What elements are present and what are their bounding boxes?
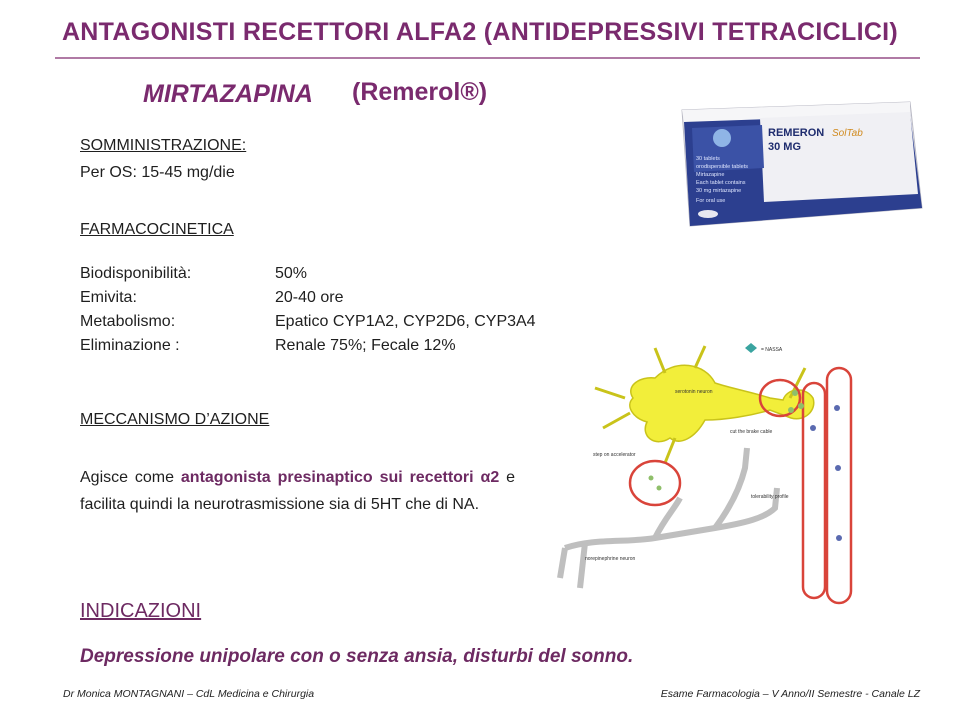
indications-heading: INDICAZIONI (80, 600, 202, 622)
serotonin-label: serotonin neuron (675, 389, 713, 395)
box-small-line: Mirtazapine (696, 172, 725, 178)
alpha-symbol: α2 (480, 469, 500, 486)
administration-heading: SOMMINISTRAZIONE: (80, 137, 247, 154)
mechanism-bold: antagonista presinaptico sui recettori (180, 469, 481, 486)
box-small-line: 30 tablets (696, 156, 720, 162)
footer-author: Dr Monica MONTAGNANI – CdL Medicina e Chirurgia (63, 688, 315, 700)
drug-name: MIRTAZAPINA (143, 80, 313, 108)
norepinephrine-neuron (560, 448, 777, 588)
receptor-outline (827, 368, 851, 603)
serotonin-neuron (595, 346, 814, 463)
pk-label: Biodisponibilità: (80, 265, 192, 282)
diagram-legend (745, 343, 783, 353)
mechanism-text: Agisce come (80, 469, 181, 486)
slide-title: ANTAGONISTI RECETTORI ALFA2 (ANTIDEPRESSIVI TETRACICLICI) (61, 18, 899, 46)
pk-value: 20-40 ore (275, 289, 344, 306)
box-small-line: 30 mg mirtazapine (696, 188, 742, 194)
pharmacokinetics-table (80, 262, 536, 358)
box-small-line: orodispersible tablets (696, 164, 748, 170)
pk-label: Emivita: (80, 289, 137, 306)
legend-text: = NASSA (761, 347, 783, 353)
mechanism-diagram (555, 338, 855, 608)
pk-row-elimination (80, 334, 536, 358)
indications-text: Depressione unipolare con o senza ansia, disturbi del sonno. (80, 646, 634, 667)
brake-label: cut the brake cable (730, 429, 773, 435)
pk-label: Metabolismo: (80, 313, 176, 330)
mechanism-text-rest: e facilita quindi la neurotrasmissione sia di 5HT che di NA. (80, 469, 515, 513)
title-divider (55, 57, 920, 59)
box-small-line: For oral use (696, 198, 726, 204)
accelerator-label: step on accelerator (593, 452, 636, 458)
pk-value: 50% (275, 265, 308, 282)
box-small-line: Each tablet contains (696, 180, 746, 186)
box-dose: 30 MG (768, 141, 802, 153)
brand-name: (Remerol®) (352, 78, 488, 106)
pk-row-bioavailability (80, 262, 536, 286)
pk-value: Epatico CYP1A2, CYP2D6, CYP3A4 (275, 313, 536, 330)
footer-course: Esame Farmacologia – V Anno/II Semestre - Canale LZ (660, 688, 920, 700)
pk-row-half-life (80, 286, 536, 310)
mechanism-paragraph (80, 464, 515, 518)
pharmacokinetics-heading: FARMACOCINETICA (80, 221, 234, 238)
pk-row-metabolism (80, 310, 536, 334)
mechanism-heading: MECCANISMO D’AZIONE (80, 411, 270, 428)
administration-dose: Per OS: 15-45 mg/die (80, 164, 235, 181)
box-brand: REMERON (768, 127, 825, 139)
box-variant: SolTab (832, 128, 863, 139)
product-box-image (672, 98, 934, 238)
tolerability-label: tolerability profile (751, 494, 789, 500)
accelerator-circle (630, 461, 680, 505)
pk-label: Eliminazione : (80, 337, 180, 354)
norepinephrine-label: norepinephrine neuron (585, 556, 636, 562)
pk-value: Renale 75%; Fecale 12% (275, 337, 456, 354)
